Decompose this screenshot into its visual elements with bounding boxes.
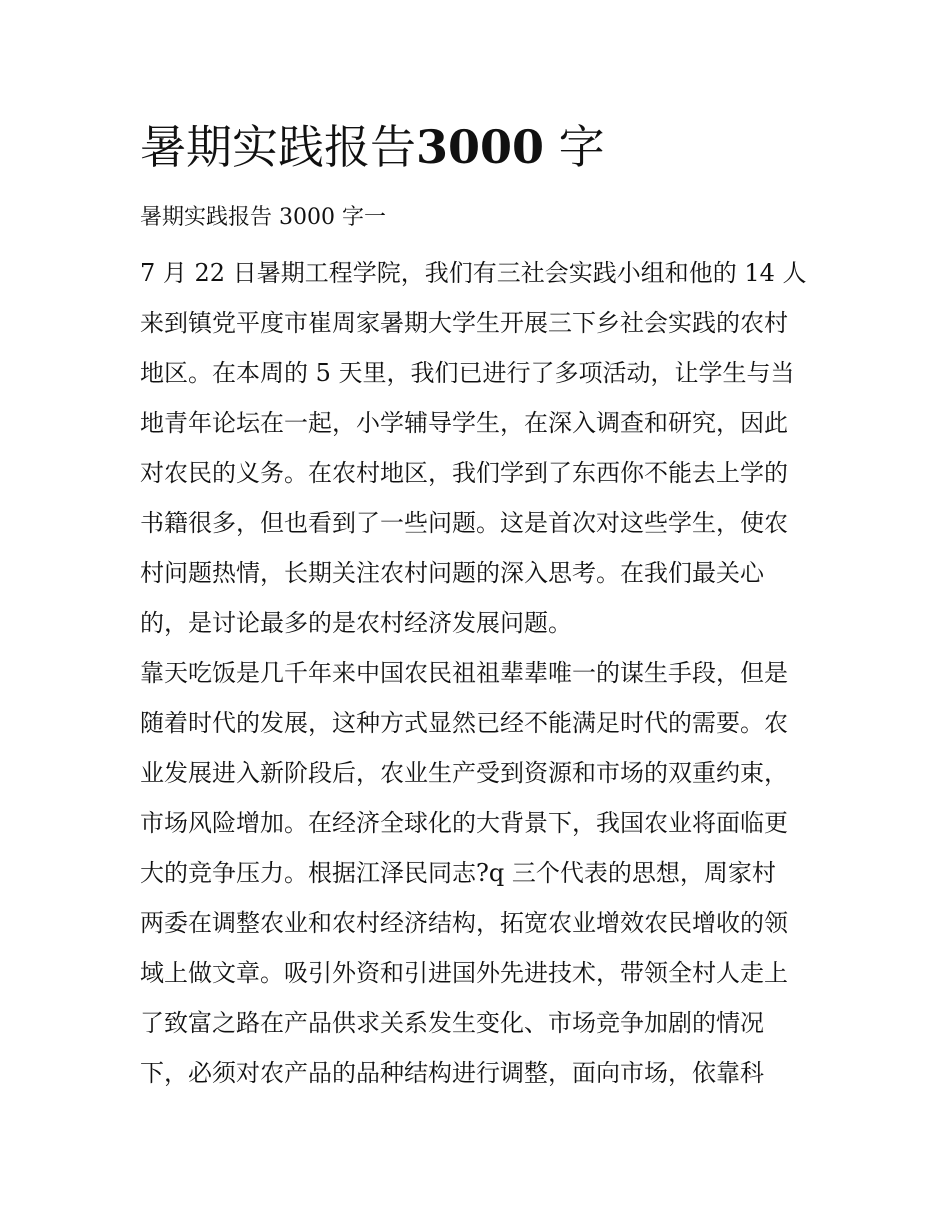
document-title	[140, 112, 820, 182]
title-number: 3000	[416, 120, 545, 174]
body-line: 地区。在本周的 5 天里，我们已进行了多项活动，让学生与当	[140, 359, 795, 387]
body-line: 的，是讨论最多的是农村经济发展问题。	[140, 609, 572, 637]
title-suffix: 字	[558, 120, 605, 174]
body-line: 随着时代的发展，这种方式显然已经不能满足时代的需要。农	[140, 709, 788, 737]
body-line: 靠天吃饭是几千年来中国农民祖祖辈辈唯一的谋生手段，但是	[140, 659, 788, 687]
body-line: 地青年论坛在一起，小学辅导学生，在深入调查和研究，因此	[140, 409, 788, 437]
body-line: 来到镇党平度市崔周家暑期大学生开展三下乡社会实践的农村	[140, 309, 788, 337]
body-line: 市场风险增加。在经济全球化的大背景下，我国农业将面临更	[140, 809, 788, 837]
body-line: 村问题热情，长期关注农村问题的深入思考。在我们最关心	[140, 559, 764, 587]
body-line: 对农民的义务。在农村地区，我们学到了东西你不能去上学的	[140, 459, 788, 487]
body-line: 域上做文章。吸引外资和引进国外先进技术，带领全村人走上	[140, 959, 788, 987]
section-heading: 暑期实践报告 3000 字一	[140, 205, 386, 230]
body-line: 书籍很多，但也看到了一些问题。这是首次对这些学生，使农	[140, 509, 788, 537]
body-line: 业发展进入新阶段后，农业生产受到资源和市场的双重约束，	[140, 759, 788, 787]
title-prefix: 暑期实践报告	[140, 120, 416, 174]
document-body	[140, 112, 820, 1098]
body-line: 7 月 22 日暑期工程学院，我们有三社会实践小组和他的 14 人	[140, 259, 807, 287]
body-line: 大的竞争压力。根据江泽民同志?q 三个代表的思想，周家村	[140, 859, 776, 887]
body-line: 下，必须对农产品的品种结构进行调整，面向市场，依靠科	[140, 1059, 764, 1087]
body-line: 两委在调整农业和农村经济结构，拓宽农业增效农民增收的领	[140, 909, 788, 937]
body-line: 了致富之路在产品供求关系发生变化、市场竞争加剧的情况	[140, 1009, 764, 1037]
